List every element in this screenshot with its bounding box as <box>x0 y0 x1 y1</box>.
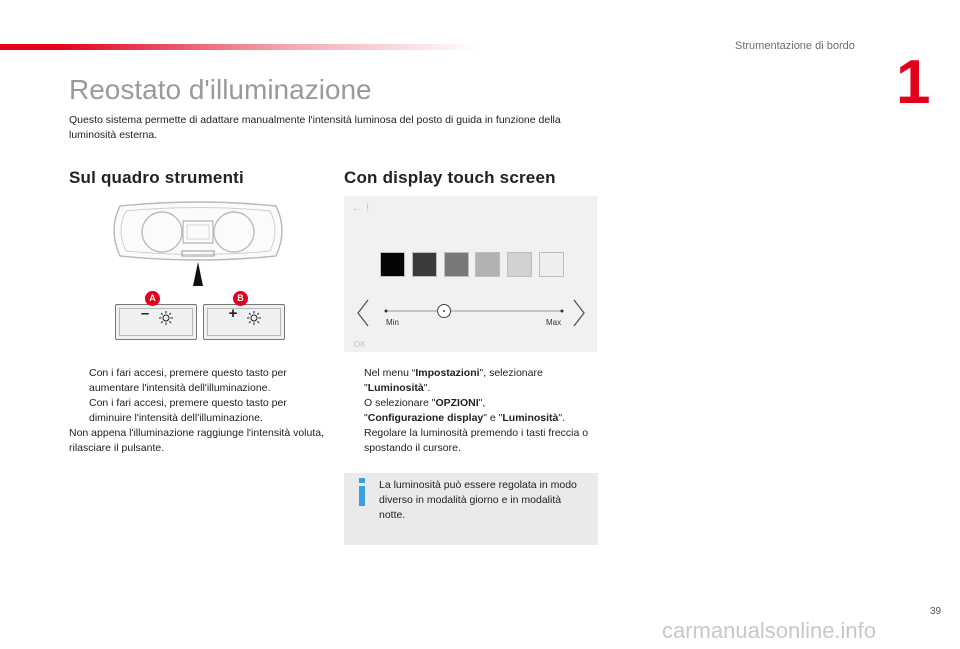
instrument-panel-illustration <box>108 200 288 286</box>
section-title: Strumentazione di bordo <box>735 40 855 52</box>
brightness-swatch <box>444 252 469 277</box>
button-a-decrease <box>115 291 197 341</box>
heading-touch-screen: Con display touch screen <box>344 168 556 187</box>
intro-paragraph: Questo sistema permette di adattare manualmente l'intensità luminosa del posto di guida in funzione della luminosità esterna. <box>69 114 561 141</box>
brightness-swatch <box>475 252 500 277</box>
brightness-swatch <box>412 252 437 277</box>
right-instructions <box>344 366 609 456</box>
screen-back-label: ← ! <box>352 202 370 214</box>
badge-a: A <box>145 291 160 306</box>
info-text: La luminosità può essere regolata in modo diverso in modalità giorno e in modalità notte. <box>379 479 577 521</box>
plus-icon: + <box>228 305 238 322</box>
chevron-right-icon <box>574 300 584 326</box>
chevron-left-icon <box>358 300 368 326</box>
header-red-bar <box>0 44 480 50</box>
slider-min-label: Min <box>386 318 399 327</box>
sun-icon <box>247 311 261 325</box>
button-b-increase <box>203 291 285 341</box>
heading-instrument-panel: Sul quadro strumenti <box>69 168 244 187</box>
list-item: Con i fari accesi, premere questo tasto per diminuire l'intensità dell'illuminazione. <box>89 397 287 424</box>
brightness-swatch <box>380 252 405 277</box>
left-instructions <box>69 366 329 456</box>
watermark: carmanualsonline.info <box>662 618 877 643</box>
list-item: Nel menu “Impostazioni", selezionare "Luminosità". O selezionare "OPZIONI", "Configurazione display" e "Luminosità". <box>364 367 566 424</box>
badge-b: B <box>233 291 248 306</box>
page-number: 39 <box>930 606 942 617</box>
list-item: Regolare la luminosità premendo i tasti freccia o spostando il cursore. <box>364 427 589 454</box>
slider-max-label: Max <box>546 318 562 327</box>
chapter-number: 1 <box>896 48 931 117</box>
page-title: Reostato d'illuminazione <box>69 74 372 105</box>
release-note: Non appena l'illuminazione raggiunge l'intensità voluta, rilasciare il pulsante. <box>69 427 325 454</box>
brightness-swatch <box>507 252 532 277</box>
info-icon <box>357 478 367 506</box>
screen-ok-label: OK <box>354 340 366 349</box>
brightness-swatch <box>539 252 564 277</box>
list-item: Con i fari accesi, premere questo tasto per aumentare l'intensità dell'illuminazione. <box>89 367 287 394</box>
sun-icon <box>159 311 173 325</box>
minus-icon: – <box>140 305 150 322</box>
